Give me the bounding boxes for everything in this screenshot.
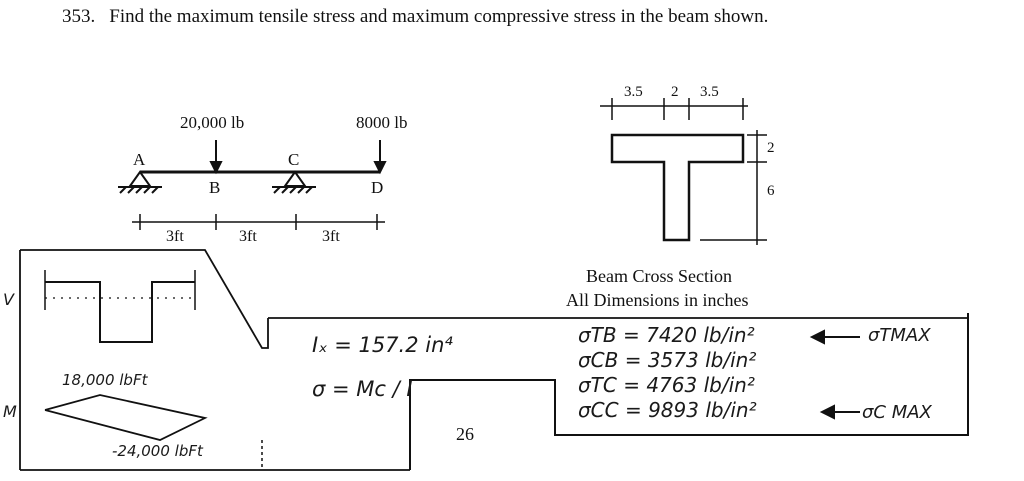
t-section-shape [612,135,743,240]
support-a-icon [130,172,150,186]
cross-section-caption: Beam Cross Section [586,266,732,286]
support-c-icon [285,172,305,186]
arrow-cmax-icon [822,406,834,418]
result-value: = 3573 lb/in² [624,348,757,372]
problem-text: Find the maximum tensile stress and maximum compressive stress in the beam shown. [109,6,769,27]
moment-label: M [3,402,17,421]
dim-web-height: 6 [767,183,775,199]
load-label-b: 20,000 lb [180,113,245,132]
result-row [578,373,755,397]
arrow-tmax-icon [812,331,824,343]
point-c: C [288,150,300,169]
shear-diagram-curve [45,282,195,342]
dim-web-width: 2 [671,84,679,100]
result-row [578,323,755,347]
inertia-equation: Iₓ = 157.2 in⁴ [312,333,453,357]
moment-min-label: -24,000 lbFt [112,442,203,460]
point-a: A [133,150,146,169]
cmax-note: σC MAX [862,402,932,423]
span-3: 3ft [322,228,340,245]
point-d: D [371,178,384,197]
result-symbol: σTB [578,323,617,347]
point-b: B [209,178,221,197]
moment-max-label: 18,000 lbFt [62,371,148,389]
cross-section-units: All Dimensions in inches [566,290,749,310]
result-symbol: σCB [578,348,619,372]
stress-equation: σ = Mc / I [312,377,413,401]
problem-number: 353. [62,6,96,27]
page-number: 26 [456,424,474,444]
result-value: = 9893 lb/in² [624,398,757,422]
result-symbol: σTC [578,373,617,397]
dim-right-flange: 3.5 [700,84,719,100]
tmax-note: σTMAX [868,325,931,346]
dim-flange-thickness: 2 [767,140,775,156]
load-label-d: 8000 lb [356,113,408,132]
span-2: 3ft [239,228,257,245]
result-value: = 7420 lb/in² [622,323,755,347]
moment-diagram-curve [45,395,205,440]
shear-diagram-outline [20,250,268,348]
shear-label: V [3,290,14,309]
result-row [578,398,757,422]
result-value: = 4763 lb/in² [623,373,755,397]
dim-left-flange: 3.5 [624,84,643,100]
result-row [578,348,756,372]
span-1: 3ft [166,228,184,245]
result-symbol: σCC [578,398,619,422]
